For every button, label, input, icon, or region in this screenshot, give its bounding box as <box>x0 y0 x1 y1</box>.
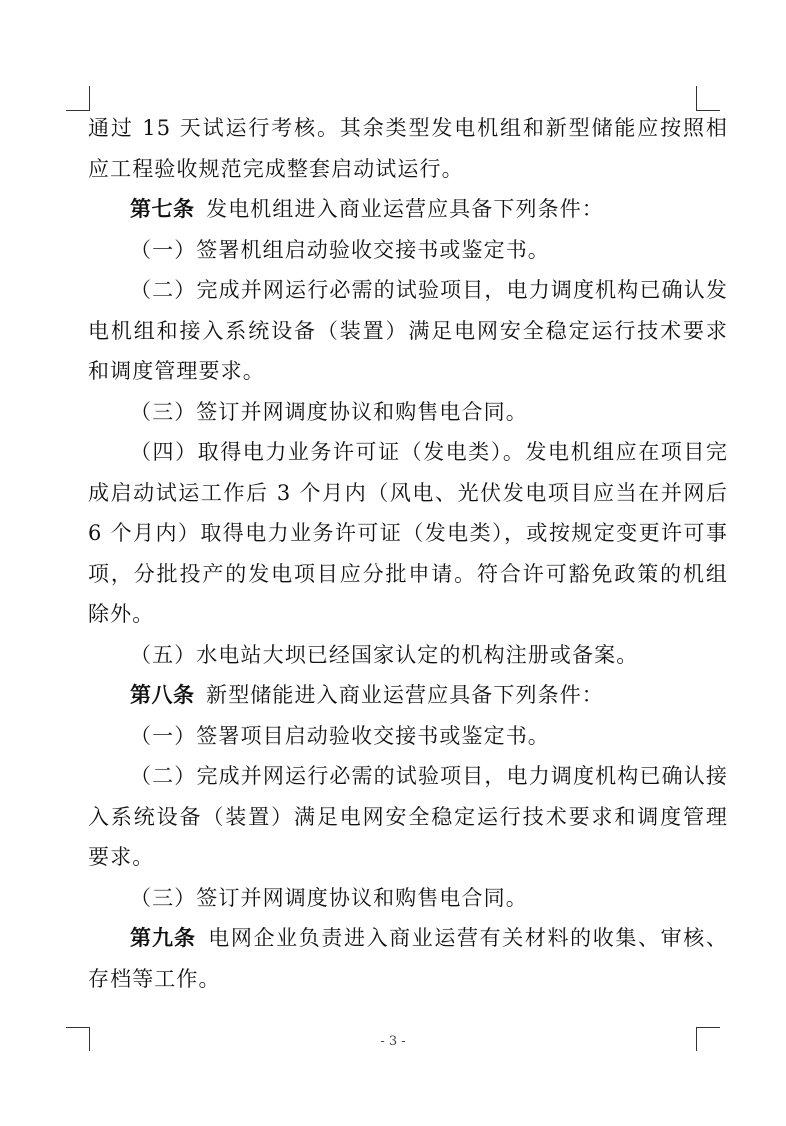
crop-mark-top-left-v <box>89 86 90 110</box>
crop-mark-top-right-v <box>696 86 697 110</box>
article-heading: 第七条 <box>130 197 195 221</box>
crop-mark-top-left-h <box>66 110 90 111</box>
document-body <box>88 108 728 999</box>
paragraph: （二）完成并网运行必需的试验项目，电力调度机构已确认发电机组和接入系统设备（装置）满足电网安全稳定运行技术要求和调度管理要求。 <box>88 278 728 383</box>
crop-mark-bottom-right-h <box>696 1027 720 1028</box>
article-paragraph: 第七条 发电机组进入商业运营应具备下列条件： <box>130 197 604 221</box>
crop-mark-bottom-left-h <box>66 1027 90 1028</box>
article-paragraph: 第八条 新型储能进入商业运营应具备下列条件： <box>130 683 604 707</box>
paragraph: 通过 15 天试运行考核。其余类型发电机组和新型储能应按照相应工程验收规范完成整套启动试运行。 <box>88 116 728 181</box>
paragraph: （一）签署项目启动验收交接书或鉴定书。 <box>130 723 550 748</box>
article-heading: 第九条 <box>130 926 197 950</box>
article-heading: 第八条 <box>130 683 195 707</box>
page-number: - 3 - <box>380 1034 406 1049</box>
paragraph: （一）签署机组启动验收交接书或鉴定书。 <box>130 237 550 262</box>
paragraph: （三）签订并网调度协议和购售电合同。 <box>130 885 528 910</box>
paragraph: （四）取得电力业务许可证（发电类）。发电机组应在项目完成启动试运工作后 3 个月内（风电、光伏发电项目应当在并网后 6 个月内）取得电力业务许可证（发电类），或按规定变更许可事项，分批投产的发电项目应分批申请。符合许可豁免政策的机组除外。 <box>88 440 728 626</box>
paragraph: （三）签订并网调度协议和购售电合同。 <box>130 399 528 424</box>
paragraph: （二）完成并网运行必需的试验项目，电力调度机构已确认接入系统设备（装置）满足电网安全稳定运行技术要求和调度管理要求。 <box>88 764 728 869</box>
article-paragraph: 第九条 电网企业负责进入商业运营有关材料的收集、审核、存档等工作。 <box>88 926 728 991</box>
paragraph: （五）水电站大坝已经国家认定的机构注册或备案。 <box>130 642 639 667</box>
